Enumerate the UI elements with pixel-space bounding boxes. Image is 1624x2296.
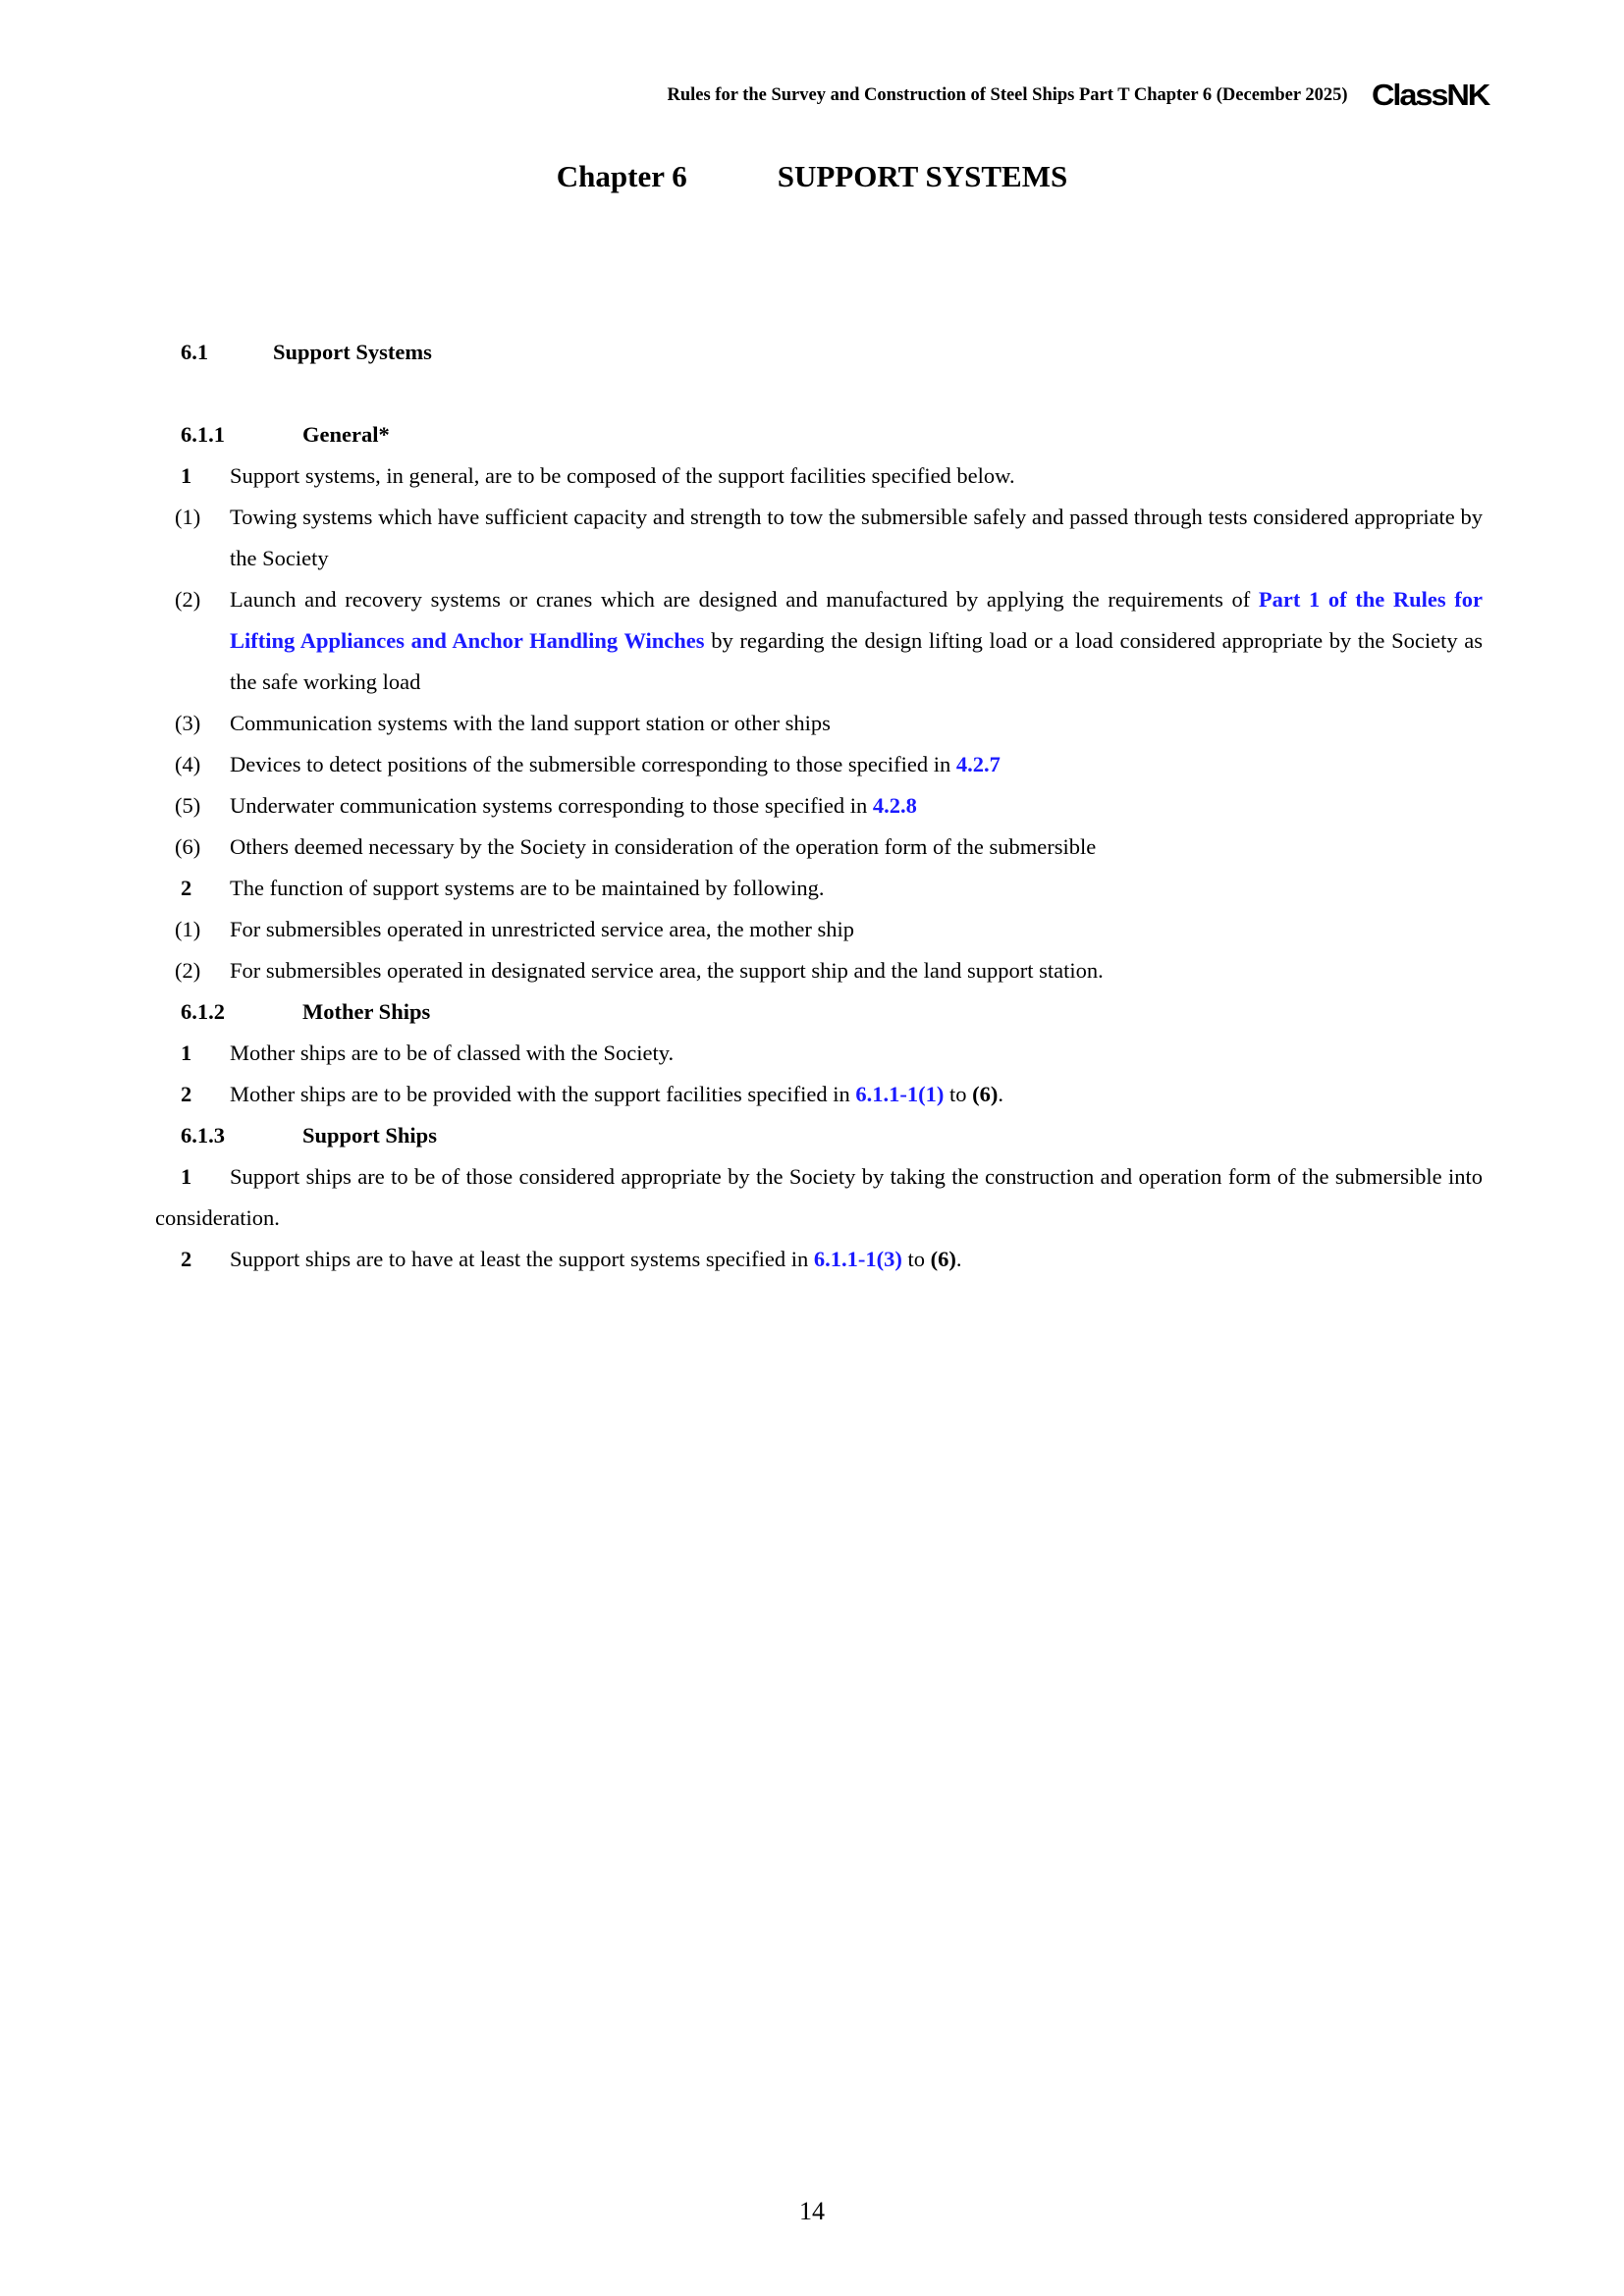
item-text-part: Devices to detect positions of the submersible corresponding to those specified in <box>230 752 956 776</box>
item-number: (2) <box>175 587 201 612</box>
subsection-heading-6-1-1 <box>181 414 1483 455</box>
item-text: For submersibles operated in unrestricted service area, the mother ship <box>230 917 855 941</box>
paragraph-number: 1 <box>181 463 192 488</box>
paragraph-text-part: Mother ships are to be provided with the support facilities specified in <box>230 1082 856 1106</box>
subsection-heading-6-1-3 <box>181 1115 1483 1156</box>
section-reference-link[interactable]: 4.2.8 <box>872 793 917 818</box>
page-header <box>667 78 1489 112</box>
paragraph <box>181 455 1483 497</box>
paragraph <box>181 1074 1483 1115</box>
paragraph-text-part: . <box>998 1082 1003 1106</box>
subsection-title: Mother Ships <box>302 999 431 1024</box>
paragraph-text: Support systems, in general, are to be composed of the support facilities specified below. <box>230 463 1015 488</box>
paragraph-number: 2 <box>181 1082 192 1106</box>
paragraph-text <box>230 1239 962 1280</box>
section-title: Support Systems <box>273 340 432 364</box>
paragraph-text <box>230 1074 1003 1115</box>
item-number: (6) <box>175 834 201 859</box>
list-item <box>175 579 1483 703</box>
section-reference-link[interactable]: 6.1.1-1(3) <box>813 1247 902 1271</box>
item-text: Towing systems which have sufficient capacity and strength to tow the submersible safely and passed through tests considered appropriate by the Society <box>230 505 1483 570</box>
item-text-part: by regarding the design lifting load or a load considered appropriate by the Society as the safe working load <box>230 628 1483 694</box>
paragraph-text: The function of support systems are to be maintained by following. <box>230 876 825 900</box>
page-number: 14 <box>799 2197 825 2225</box>
document-body <box>155 332 1483 1280</box>
subsection-number: 6.1.1 <box>181 422 225 447</box>
list-item <box>175 950 1483 991</box>
section-reference-link[interactable]: 6.1.1-1(1) <box>855 1082 945 1106</box>
list-item <box>175 744 1483 785</box>
subsection-number: 6.1.3 <box>181 1123 225 1148</box>
paragraph-number: 1 <box>181 1041 192 1065</box>
paragraph-text: Mother ships are to be of classed with the Society. <box>230 1041 675 1065</box>
item-text: For submersibles operated in designated service area, the support ship and the land support station. <box>230 958 1104 983</box>
paragraph-text-part: to <box>944 1082 973 1106</box>
item-number: (1) <box>175 917 201 941</box>
subsection-title: General* <box>302 422 390 447</box>
paragraph <box>181 868 1483 909</box>
paragraph <box>181 1239 1483 1280</box>
item-number: (4) <box>175 752 201 776</box>
item-text: Communication systems with the land support station or other ships <box>230 711 831 735</box>
subsection-heading-6-1-2 <box>181 991 1483 1033</box>
paragraph-number: 1 <box>181 1164 192 1189</box>
paragraph-text-part: to <box>901 1247 931 1271</box>
item-text: Others deemed necessary by the Society in consideration of the operation form of the submersible <box>230 834 1097 859</box>
paragraph-number: 2 <box>181 876 192 900</box>
item-reference: (6) <box>930 1247 956 1271</box>
item-text <box>230 744 1483 785</box>
list-item <box>175 703 1483 744</box>
subsection-number: 6.1.2 <box>181 999 225 1024</box>
list-item <box>175 827 1483 868</box>
paragraph-text-part: . <box>955 1247 962 1271</box>
paragraph <box>155 1156 1483 1239</box>
rule-reference-link[interactable]: Part 1 of the Rules for Lifting Appliances and Anchor Handling Winches <box>230 587 1483 653</box>
list-item <box>175 497 1483 579</box>
section-reference-link[interactable]: 4.2.7 <box>955 752 1001 776</box>
paragraph <box>181 1033 1483 1074</box>
item-number: (1) <box>175 505 201 529</box>
item-text <box>230 785 1483 827</box>
running-title: Rules for the Survey and Construction of Steel Ships Part T Chapter 6 (December 2025) <box>667 84 1348 105</box>
item-text-part: Launch and recovery systems or cranes which are designed and manufactured by applying the requirements of <box>230 587 1259 612</box>
paragraph-number: 2 <box>181 1247 192 1271</box>
section-heading-6-1 <box>181 332 1483 373</box>
item-reference: (6) <box>972 1082 999 1106</box>
item-text <box>230 579 1483 703</box>
chapter-title <box>0 159 1624 194</box>
item-number: (5) <box>175 793 201 818</box>
chapter-name: SUPPORT SYSTEMS <box>777 159 1068 193</box>
paragraph-text-part: Support ships are to have at least the support systems specified in <box>230 1247 814 1271</box>
item-text-part: Underwater communication systems corresponding to those specified in <box>230 793 873 818</box>
list-item <box>175 785 1483 827</box>
classnk-logo: ClassNK <box>1371 78 1489 112</box>
subsection-title: Support Ships <box>302 1123 437 1148</box>
item-number: (3) <box>175 711 201 735</box>
paragraph-text: Support ships are to be of those considered appropriate by the Society by taking the construction and operation form of the submersible into consideration. <box>155 1164 1483 1230</box>
list-item <box>175 909 1483 950</box>
chapter-number: Chapter 6 <box>556 159 687 193</box>
section-number: 6.1 <box>181 340 209 364</box>
item-number: (2) <box>175 958 201 983</box>
